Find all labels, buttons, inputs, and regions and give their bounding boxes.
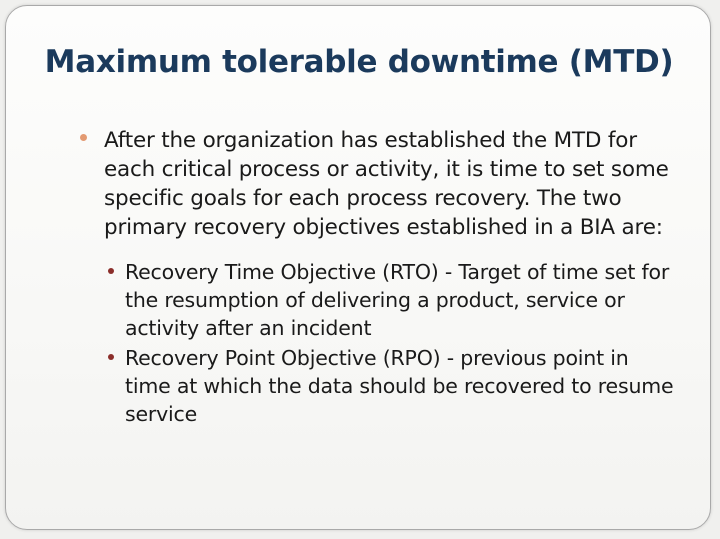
sub-bullet-list: [108, 258, 680, 428]
slide-body: [80, 126, 680, 430]
sub-bullet-text: Recovery Point Objective (RPO) - previous point in time at which the data should be recovered to resume service: [125, 346, 674, 426]
sub-bullet-text: Recovery Time Objective (RTO) - Target of time set for the resumption of delivering a product, service or activity after an incident: [125, 260, 670, 340]
main-bullet-item: [80, 126, 680, 242]
bullet-dot-icon: [108, 354, 114, 360]
slide: [5, 5, 711, 530]
bullet-dot-icon: [80, 134, 87, 141]
main-bullet-text: After the organization has established the MTD for each critical process or activity, it is time to set some specific goals for each process recovery. The two primary recovery objectives established in a BIA are:: [104, 128, 669, 240]
sub-bullet-item-rto: [108, 258, 680, 342]
slide-title: Maximum tolerable downtime (MTD): [44, 44, 674, 80]
sub-bullet-item-rpo: [108, 344, 680, 428]
bullet-dot-icon: [108, 268, 114, 274]
